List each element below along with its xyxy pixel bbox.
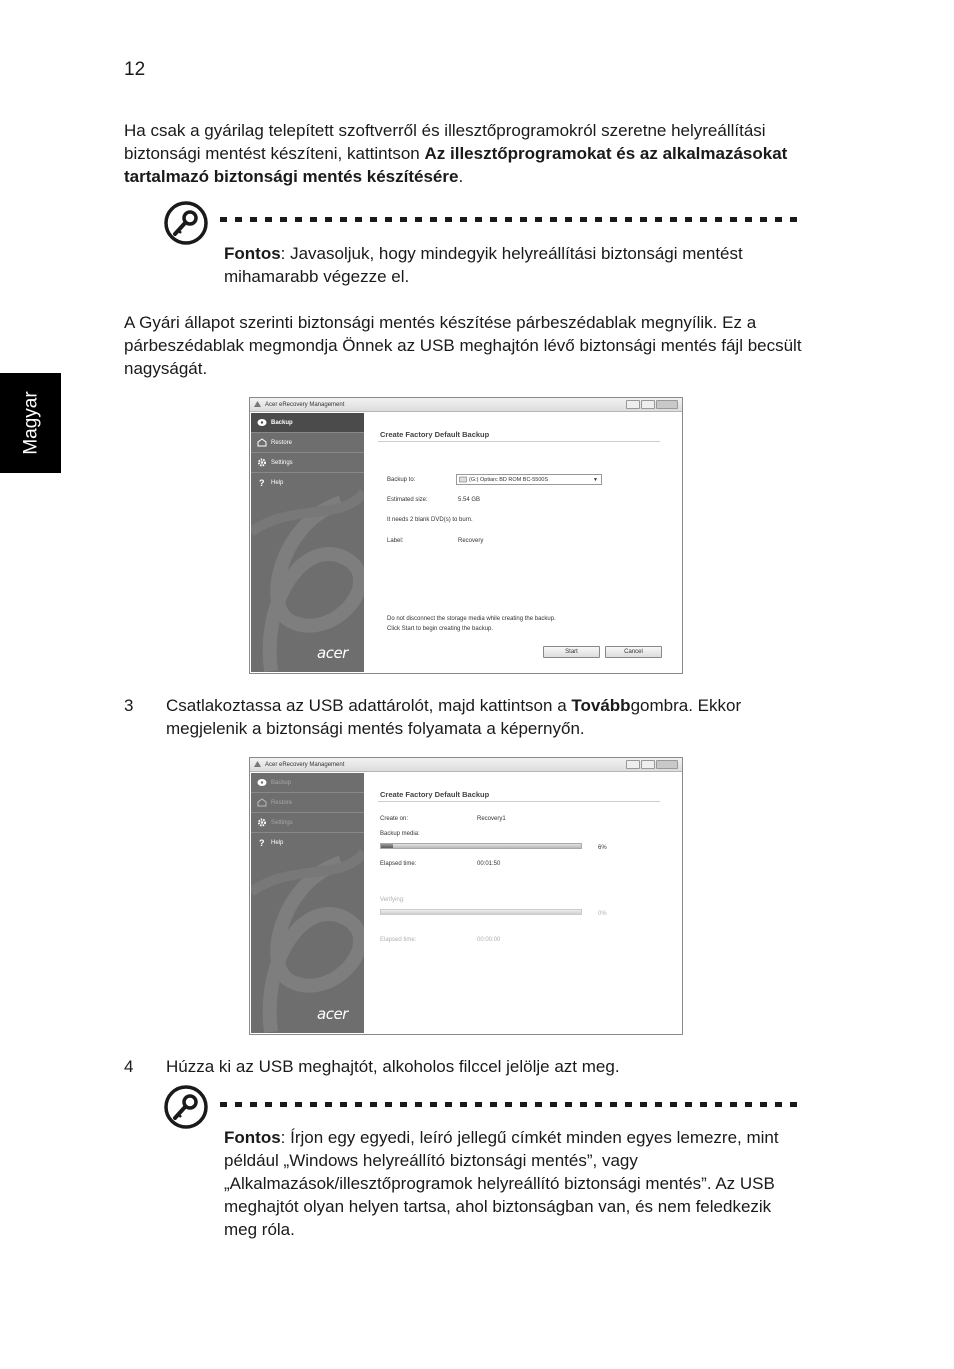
dropdown-arrow-icon: ▼ [593, 477, 598, 483]
dialog-description-paragraph: A Gyári állapot szerinti biztonsági mentés készítése párbeszédablak megnyílik. Ez a párbeszédablak megmondja Önnek az USB meghajtón lévő biztonsági mentés fájl becsült nagyságát. [124, 313, 802, 378]
acer-logo: acer [317, 644, 348, 662]
nav-restore[interactable]: Restore [251, 433, 364, 453]
footer-warning: Do not disconnect the storage media while creating the backup. [387, 616, 556, 622]
language-side-tab [0, 373, 61, 473]
cancel-button[interactable]: Cancel [605, 646, 662, 658]
close-button[interactable] [656, 760, 678, 769]
estimated-size-value: 5.54 GB [458, 497, 481, 503]
start-button[interactable]: Start [543, 646, 600, 658]
app-icon [254, 401, 261, 408]
nav-backup[interactable]: Backup [251, 773, 364, 793]
nav-help[interactable]: ? Help [259, 838, 284, 847]
step3-number: 3 [124, 696, 134, 715]
note-divider [220, 217, 804, 222]
verify-elapsed-label: Elapsed time: [380, 937, 417, 943]
footer-instruction: Click Start to begin creating the backup. [387, 626, 494, 632]
window-titlebar [250, 398, 682, 412]
gear-icon [257, 458, 267, 467]
backup-progress-screenshot [249, 757, 683, 1035]
minimize-button[interactable] [626, 760, 640, 769]
optical-drive-icon [459, 476, 467, 483]
step3-text: Csatlakoztassa az USB adattárolót, majd kattintson a Továbbgombra. Ekkor megjelenik a biztonsági mentés folyamata a képernyőn. [166, 696, 742, 738]
backup-dialog-screenshot [249, 397, 683, 674]
verify-percent: 0% [598, 911, 607, 917]
page-number: 12 [124, 59, 146, 80]
app-icon [254, 761, 261, 768]
nav-restore[interactable]: Restore [251, 793, 364, 813]
backup-icon [257, 418, 267, 427]
elapsed-time-label: Elapsed time: [380, 861, 417, 867]
backup-percent: 6% [598, 845, 607, 851]
create-on-value: Recovery1 [477, 816, 506, 822]
minimize-button[interactable] [626, 400, 640, 409]
window-controls [626, 400, 678, 409]
intro-bold: Az illesztőprogramokat és az alkalmazásokat tartalmazó biztonsági mentés készítésére [124, 144, 788, 186]
step4-text: Húzza ki az USB meghajtót, alkoholos filccel jelölje azt meg. [166, 1057, 620, 1076]
important-note-icon [164, 1085, 208, 1129]
maximize-button[interactable] [641, 400, 655, 409]
acer-logo: acer [317, 1005, 348, 1023]
window-title: Acer eRecovery Management [265, 762, 345, 768]
estimated-size-label: Estimated size: [387, 497, 428, 503]
step4-number: 4 [124, 1057, 134, 1076]
important-note-icon [164, 201, 208, 245]
dialog-heading: Create Factory Default Backup [380, 430, 490, 439]
svg-text:?: ? [259, 838, 265, 847]
backup-to-label: Backup to: [387, 477, 416, 483]
note1-text: Fontos: Javasoljuk, hogy mindegyik helyreállítási biztonsági mentést mihamarabb végezze el. [224, 244, 743, 286]
verifying-label: Verifying: [380, 897, 405, 903]
create-on-label: Create on: [380, 816, 409, 822]
backup-progress-bar [380, 843, 582, 849]
dialog-content [364, 773, 682, 1034]
backup-progress-fill [381, 844, 393, 848]
window-controls [626, 760, 678, 769]
gear-icon [257, 818, 267, 827]
dialog-content [364, 413, 682, 673]
label-field-label: Label: [387, 538, 404, 544]
heading-divider [378, 801, 660, 802]
navigation-sidebar [251, 773, 364, 1033]
maximize-button[interactable] [641, 760, 655, 769]
window-title: Acer eRecovery Management [265, 402, 345, 408]
help-icon [257, 838, 267, 847]
elapsed-time-value: 00:01:50 [477, 861, 501, 867]
verify-progress-bar [380, 909, 582, 915]
navigation-sidebar [251, 413, 364, 672]
note-divider [220, 1102, 804, 1107]
intro-paragraph: Ha csak a gyárilag telepített szoftverről és illesztőprogramokról szeretne helyreállítási biztonsági mentést készíteni, kattintson Az illesztőprogramokat és az alkalmazásokat tartalmazó biztonsági mentés készítésére. [124, 121, 788, 186]
close-button[interactable] [656, 400, 678, 409]
note2-text: Fontos: Írjon egy egyedi, leíró jellegű címkét minden egyes lemezre, mint például „Windows helyreállító biztonsági mentés”, vagy „Alkalmazások/illesztőprogramok helyreállító biztonsági mentés”. Az USB meghajtót olyan helyen tartsa, ahol biztonságban van, és nem feledkezik meg róla. [224, 1128, 779, 1239]
restore-icon [257, 438, 267, 447]
side-tab-label: Magyar [20, 391, 41, 455]
heading-divider [378, 441, 660, 442]
verify-elapsed-value: 00:00:00 [477, 937, 501, 943]
window-titlebar [250, 758, 682, 772]
nav-settings[interactable]: Settings [251, 813, 364, 833]
backup-media-label: Backup media: [380, 831, 420, 837]
svg-text:?: ? [259, 478, 265, 487]
help-icon [257, 478, 267, 487]
backup-to-dropdown[interactable] [456, 474, 602, 485]
restore-icon [257, 798, 267, 807]
dialog-heading: Create Factory Default Backup [380, 790, 490, 799]
nav-help[interactable]: ? Help [259, 478, 284, 487]
label-field-value: Recovery [458, 538, 484, 544]
nav-settings[interactable]: Settings [251, 453, 364, 473]
backup-icon [257, 778, 267, 787]
backup-to-value: (G:) Optiarc BD ROM BC-5500S [469, 477, 549, 483]
dvd-requirement-note: It needs 2 blank DVD(s) to burn. [387, 517, 473, 523]
nav-backup[interactable]: Backup [251, 413, 364, 433]
